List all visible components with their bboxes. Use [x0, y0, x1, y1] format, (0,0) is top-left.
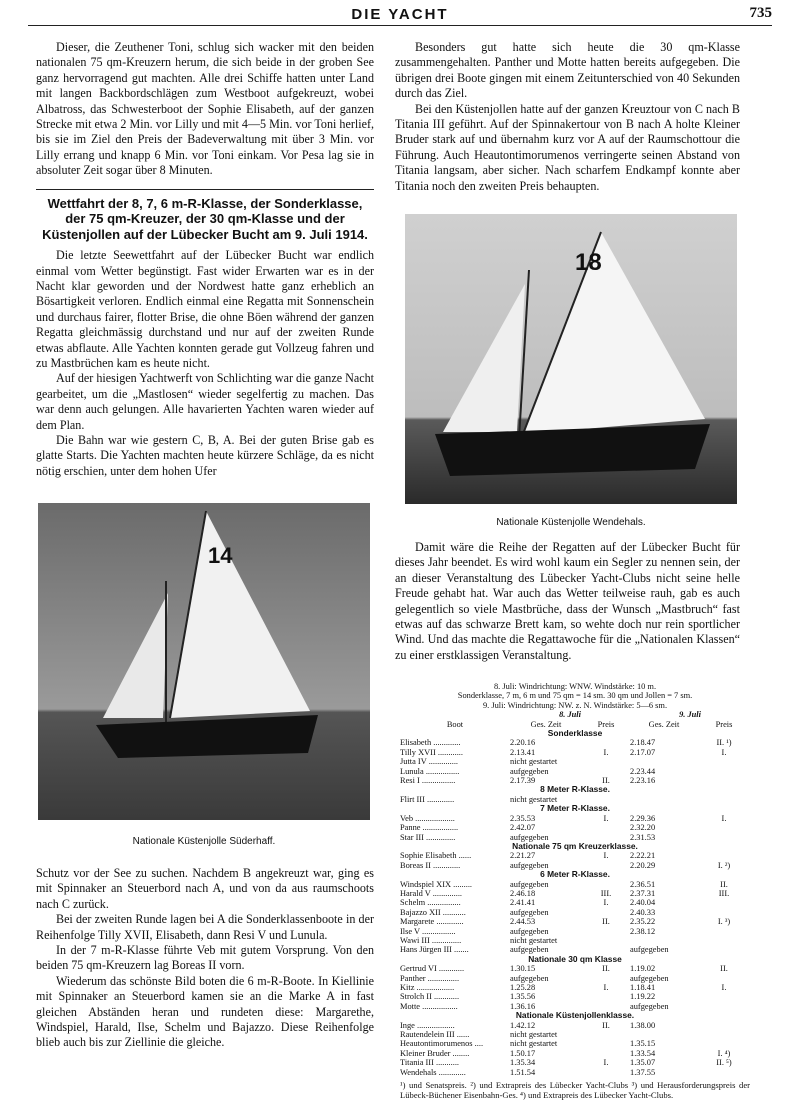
- right-column-top: [395, 40, 740, 194]
- table-cell: I.: [721, 983, 727, 992]
- left-column-bottom: [36, 866, 374, 1051]
- table-cell: Windspiel XIX .........: [400, 879, 473, 889]
- table-cell: [630, 936, 698, 945]
- table-cell: [582, 1049, 630, 1058]
- table-cell: 2.17.07: [630, 747, 656, 757]
- table-cell: 1.35.07: [630, 1058, 656, 1068]
- table-cell: [698, 833, 750, 842]
- table-cell: 1.30.15: [510, 964, 536, 974]
- table-cell: [698, 1068, 750, 1077]
- table-cell: Motte .................: [400, 1001, 458, 1011]
- table-cell: I. ³): [717, 917, 731, 927]
- table-cell: II.: [602, 917, 610, 927]
- table-cell: [630, 795, 698, 804]
- table-row: [400, 974, 750, 983]
- table-cell: Panne .................: [400, 823, 459, 833]
- table-cell: [698, 992, 750, 1001]
- table-cell: I.: [603, 898, 609, 908]
- table-cell: [698, 1002, 750, 1011]
- table-cell: [582, 974, 630, 983]
- footnotes: ¹) und Senatspreis. ²) und Extrapreis des Lübecker Yacht-Clubs ³) und Herausforderungspreis der Lübeck-Büchener Eisenbahn-Ges. ⁴) und Extrapreis des Lübecker Yacht-Clubs.: [400, 1080, 750, 1100]
- table-cell: 1.50.17: [510, 1048, 536, 1058]
- table-row: [400, 983, 750, 992]
- table-cell: [698, 795, 750, 804]
- table-cell: Star III ..............: [400, 832, 456, 842]
- table-cell: aufgegeben: [630, 973, 669, 983]
- table-cell: 2.35.53: [510, 813, 536, 823]
- table-cell: I.: [603, 813, 609, 823]
- table-cell: Heautontimorumenos ....: [400, 1039, 484, 1049]
- table-row: [400, 767, 750, 776]
- table-cell: Boreas II .............: [400, 860, 461, 870]
- table-cell: 2.40.04: [630, 898, 656, 908]
- article-heading: Wettfahrt der 8, 7, 6 m-R-Klasse, der Sonderklasse, der 75 qm-Kreuzer, der 30 qm-Klasse und der Küstenjollen auf der Lübecker Bucht am 9. Juli 1914.: [36, 189, 374, 243]
- table-cell: [582, 1068, 630, 1077]
- table-cell: [698, 974, 750, 983]
- table-cell: [698, 1039, 750, 1048]
- table-cell: 2.41.41: [510, 898, 536, 908]
- paragraph: Auf der hiesigen Yachtwerft von Schlichting war die ganze Nacht gearbeitet, um die „Mastlosen“ wieder segelfertig zu machen. Das war denn auch gelungen. Alle havarierten Yachten waren wieder auf dem Plan.: [36, 371, 374, 432]
- table-cell: 1.37.55: [630, 1067, 656, 1077]
- table-cell: aufgegeben: [510, 766, 549, 776]
- table-cell: [582, 823, 630, 832]
- table-cell: nicht gestartet: [510, 935, 558, 945]
- table-cell: 1.42.12: [510, 1020, 536, 1030]
- table-cell: Bajazzo XII ...........: [400, 907, 466, 917]
- class-heading-row: Nationale 75 qm Kreuzerklasse.: [512, 840, 638, 851]
- table-cell: I.: [603, 1058, 609, 1068]
- paragraph: Damit wäre die Reihe der Regatten auf der Lübecker Bucht für dieses Jahr beendet. Es wird wohl kaum ein Segler zu nennen sein, der an dieser Veranstaltung des Lübecker Yacht-Clubs nicht seine helle Freude gehabt hat. War auch das Wetter teilweise rauh, gab es auch gelegentlich so viele Mastbrüche, dass der Wunsch „Mastbruch“ fast etwas auf das schwarze Brett kam, so wehte doch nur rein sportlicher Wind. Und das machte die Regattawoche für die „Nationalen Klassen“ zu einer erstklassigen Veranstaltung.: [395, 540, 740, 662]
- table-cell: 1.25.28: [510, 983, 536, 992]
- column-header-row: Boot Ges. Zeit Preis Ges. Zeit Preis: [446, 719, 733, 729]
- table-cell: nicht gestartet: [510, 757, 558, 767]
- table-cell: III.: [600, 888, 612, 898]
- class-heading-row: 8 Meter R-Klasse.: [540, 784, 610, 795]
- table-cell: Jutta IV ..............: [400, 757, 459, 767]
- table-row: [400, 1049, 750, 1058]
- photo-caption: Nationale Küstenjolle Wendehals.: [496, 517, 646, 528]
- table-cell: [698, 936, 750, 945]
- table-row: [400, 908, 750, 917]
- table-row: [400, 936, 750, 945]
- table-row: [400, 927, 750, 936]
- class-heading-row: Nationale 30 qm Klasse: [528, 953, 622, 964]
- paragraph: Die Bahn war wie gestern C, B, A. Bei der guten Brise gab es glatte Starts. Die Yachten machten heute kürzere Schläge, da es nicht nötig erschien, unter dem hohen Ufer: [36, 433, 374, 478]
- class-heading-row: 6 Meter R-Klasse.: [540, 869, 610, 880]
- table-cell: 1.18.41: [630, 983, 656, 992]
- table-row: [400, 1058, 750, 1067]
- paragraph: Die letzte Seewettfahrt auf der Lübecker Bucht war endlich einmal vom Wetter begünstigt. Fast wider Erwarten war es in der Nacht klar geworden und der Nordwest hatte ganz erheblich an Bösartigkeit verloren. Endlich einmal eine Regatta mit Sonnenschein und durchaus fairer, flotter Brise, die ohne Böen während der ganzen Regatta gleichmässig durchstand und nur auf der zweiten Runde etwas abflaute. Alle Yachten konnten gerade gut Vollzeug fahren und zu Mastbrüchen kam es heute nicht.: [36, 248, 374, 370]
- table-cell: 2.46.18: [510, 888, 536, 898]
- sailboat-illustration: [405, 214, 737, 504]
- date-header-row: 8. Juli 9. Juli: [559, 710, 701, 720]
- table-cell: [698, 823, 750, 832]
- table-cell: [698, 1030, 750, 1039]
- table-cell: Kitz ..................: [400, 983, 455, 992]
- table-cell: 2.32.20: [630, 823, 656, 833]
- table-cell: [698, 1021, 750, 1030]
- table-cell: 2.18.47: [630, 738, 656, 748]
- table-row: [400, 992, 750, 1001]
- table-cell: 2.23.16: [630, 776, 656, 786]
- table-cell: 1.35.15: [630, 1039, 656, 1049]
- table-cell: [582, 880, 630, 889]
- table-cell: I.: [721, 813, 727, 823]
- table-cell: I.: [603, 983, 609, 992]
- results-table: [400, 710, 750, 1077]
- paragraph: Schutz vor der See zu suchen. Nachdem B angekreuzt war, ging es mit Spinnaker an Steuerbord nach A, und von da aus raumschoots nach C zurück.: [36, 866, 374, 911]
- table-row: [400, 1068, 750, 1077]
- table-cell: Schelm ................: [400, 898, 461, 908]
- table-cell: Ilse V ................: [400, 926, 456, 936]
- table-cell: nicht gestartet: [510, 1030, 558, 1040]
- paragraph: Besonders gut hatte sich heute die 30 qm-Klasse zusammengehalten. Panther und Motte hatten bereits aufgegeben. Die übrigen drei Boote gingen mit einem Zeitunterschied von 40 Sekunden durch das Ziel.: [395, 40, 740, 101]
- table-cell: 1.19.02: [630, 964, 656, 974]
- table-cell: aufgegeben: [510, 926, 549, 936]
- table-cell: 2.23.44: [630, 766, 656, 776]
- right-column-middle: [395, 540, 740, 663]
- table-cell: [698, 898, 750, 907]
- table-cell: Panther ...............: [400, 973, 460, 983]
- table-cell: Rautendelein III ......: [400, 1030, 470, 1040]
- table-cell: 2.37.31: [630, 888, 656, 898]
- table-cell: [582, 936, 630, 945]
- table-cell: aufgegeben: [510, 907, 549, 917]
- table-cell: nicht gestartet: [510, 794, 558, 804]
- table-cell: [582, 1030, 630, 1039]
- table-cell: 2.20.29: [630, 860, 656, 870]
- table-cell: 1.35.34: [510, 1058, 536, 1068]
- table-cell: 2.20.16: [510, 738, 536, 748]
- paragraph: Wiederum das schönste Bild boten die 6 m-R-Boote. In Kiellinie mit Spinnaker an Steuerbord kamen sie an die Marke A in fast gleichen Abständen heran und rundeten diese: Margarethe, Windspiel, Harald, Ilse, Schelm und Bajazzo. Diese Reihenfolge blieb auch bis zur Ziellinie die gleiche.: [36, 973, 374, 1050]
- table-cell: 2.21.27: [510, 851, 536, 861]
- table-cell: 2.35.22: [630, 917, 656, 927]
- table-cell: Hans Jürgen III .......: [400, 945, 469, 955]
- table-cell: [582, 767, 630, 776]
- table-cell: Wendehals .............: [400, 1067, 466, 1077]
- table-cell: aufgegeben: [510, 879, 549, 889]
- table-cell: Flirt III .............: [400, 794, 455, 804]
- journal-title: DIE YACHT: [351, 6, 449, 23]
- table-cell: III.: [718, 888, 730, 898]
- table-cell: Strolch II ............: [400, 992, 460, 1002]
- table-cell: Resi I ................: [400, 776, 456, 786]
- table-row: [400, 964, 750, 973]
- table-cell: 2.17.39: [510, 776, 536, 786]
- table-cell: Inge ..................: [400, 1020, 455, 1030]
- table-cell: Gertrud VI ............: [400, 964, 465, 974]
- class-heading-row: Sonderklasse: [547, 728, 603, 739]
- table-cell: I.: [603, 851, 609, 861]
- table-cell: II.: [602, 964, 610, 974]
- photo-wendehals: [405, 214, 737, 504]
- table-cell: aufgegeben: [630, 945, 669, 955]
- table-cell: [698, 776, 750, 785]
- photo-suderhaff: [38, 503, 370, 820]
- table-cell: 2.42.07: [510, 823, 536, 833]
- sailboat-illustration: [38, 503, 370, 820]
- table-cell: II. ¹): [716, 738, 732, 748]
- paragraph: Bei den Küstenjollen hatte auf der ganzen Kreuztour von C nach B Titania III geführt. Auf der Spinnakertour von B nach A holte Kleiner Bruder stark auf und übernahm kurz vor A auf der Raumschottour die Führung. Auch Heautontimorumenos verringerte seinen Abstand von Titania langsam, aber sicher. Nach scharfem Endkampf konnte aber Titania noch den zweiten Preis behaupten.: [395, 101, 740, 193]
- table-row: [400, 889, 750, 898]
- table-cell: Lunula ................: [400, 766, 460, 776]
- table-cell: 1.19.22: [630, 992, 656, 1002]
- table-row: [400, 823, 750, 832]
- table-cell: 2.22.21: [630, 851, 656, 861]
- class-heading-row: 7 Meter R-Klasse.: [540, 803, 610, 814]
- table-cell: [582, 927, 630, 936]
- sail-number: 14: [208, 543, 233, 568]
- table-cell: 2.40.33: [630, 907, 656, 917]
- table-cell: 2.38.12: [630, 926, 656, 936]
- table-cell: [582, 757, 630, 766]
- table-cell: Titania III ...........: [400, 1058, 460, 1068]
- table-row: [400, 748, 750, 757]
- table-cell: Tilly XVII ............: [400, 747, 463, 757]
- table-cell: [582, 738, 630, 747]
- paragraph: Bei der zweiten Runde lagen bei A die Sonderklassenboote in der Reihenfolge Tilly XVII, Elisabeth, dann Resi V und Lunula.: [36, 912, 374, 942]
- table-cell: I. ⁴): [717, 1048, 731, 1058]
- left-column: [36, 40, 374, 479]
- table-cell: II.: [602, 1020, 610, 1030]
- wind-info: 8. Juli: Windrichtung: WNW. Windstärke: 10 m. Sonderklasse, 7 m, 6 m und 75 qm = 14 sm. 30 qm und Jollen = 7 sm. 9. Juli: Windrichtung: NW. z. N. Windstärke: 5—6 sm.: [457, 682, 693, 710]
- table-row: [400, 917, 750, 926]
- table-cell: [698, 767, 750, 776]
- table-cell: I. ²): [717, 860, 731, 870]
- photo-caption: Nationale Küstenjolle Süderhaff.: [132, 836, 276, 847]
- table-cell: II. ⁵): [716, 1058, 732, 1068]
- table-cell: I.: [721, 747, 727, 757]
- table-cell: [698, 851, 750, 860]
- class-heading-row: Nationale Küstenjollenklasse.: [515, 1010, 635, 1021]
- table-cell: 2.13.41: [510, 747, 536, 757]
- table-cell: 1.36.16: [510, 1001, 536, 1011]
- table-cell: nicht gestartet: [510, 1039, 558, 1049]
- table-cell: [698, 927, 750, 936]
- table-cell: aufgegeben: [510, 832, 549, 842]
- table-row: [400, 1039, 750, 1048]
- table-row: [400, 851, 750, 860]
- table-cell: 1.51.54: [510, 1067, 536, 1077]
- table-cell: [630, 1030, 698, 1039]
- table-cell: 2.44.53: [510, 917, 536, 927]
- table-cell: [630, 757, 698, 766]
- table-cell: [698, 945, 750, 954]
- table-cell: 2.29.36: [630, 813, 656, 823]
- table-cell: Margarete .............: [400, 917, 464, 927]
- table-cell: aufgegeben: [510, 973, 549, 983]
- table-cell: 1.33.54: [630, 1048, 656, 1058]
- table-row: [400, 757, 750, 766]
- table-cell: [698, 908, 750, 917]
- table-cell: Harald V ..............: [400, 888, 463, 898]
- table-cell: Veb ...................: [400, 813, 455, 823]
- table-cell: 2.36.51: [630, 879, 656, 889]
- table-cell: [582, 908, 630, 917]
- results-table-block: [400, 682, 750, 1100]
- table-cell: aufgegeben: [630, 1001, 669, 1011]
- table-cell: 2.31.53: [630, 832, 656, 842]
- page-number: 735: [749, 5, 772, 21]
- table-cell: aufgegeben: [510, 860, 549, 870]
- table-cell: II.: [720, 879, 728, 889]
- table-cell: Kleiner Bruder ........: [400, 1048, 470, 1058]
- table-row: [400, 738, 750, 747]
- table-cell: I.: [603, 747, 609, 757]
- table-cell: Wawi III ..............: [400, 935, 462, 945]
- table-row: [400, 1030, 750, 1039]
- table-cell: 1.35.56: [510, 992, 536, 1002]
- table-cell: [582, 992, 630, 1001]
- table-cell: [582, 1039, 630, 1048]
- table-cell: Sophie Elisabeth ......: [400, 851, 472, 861]
- table-cell: [698, 757, 750, 766]
- table-cell: 1.38.00: [630, 1020, 656, 1030]
- table-row: [400, 880, 750, 889]
- table-cell: aufgegeben: [510, 945, 549, 955]
- table-cell: II.: [602, 776, 610, 786]
- table-row: [400, 814, 750, 823]
- table-row: [400, 898, 750, 907]
- table-cell: Elisabeth .............: [400, 738, 461, 748]
- table-cell: II.: [720, 964, 728, 974]
- page-header: [28, 4, 772, 26]
- table-row: [400, 1021, 750, 1030]
- sail-number: 18: [575, 249, 602, 276]
- paragraph: Dieser, die Zeuthener Toni, schlug sich wacker mit den beiden nationalen 75 qm-Kreuzern herum, die sich beide in der groben See ganz hervorragend gut machten. Alle drei Schiffe hatten unter Land mit langen Backbordschlägen zum Westboot aufgekreuzt, wobei Albatross, das Schwesterboot der Sophie Elisabeth, auf der ganzen Strecke mit etwa 2 Min. vor Lilly und mit 4—5 Min. vor Toni herlief, bis sie im Ziel den Preis der Badeverwaltung mit über 3 Min. vor Lilly errang und knapp 6 Min. vor Toni einkam. Vor Pesa lag sie in absoluter Zeit sogar über 8 Minuten.: [36, 40, 374, 178]
- paragraph: In der 7 m-R-Klasse führte Veb mit gutem Vorsprung. Von den beiden 75 qm-Kreuzern lag Boreas II vorn.: [36, 943, 374, 973]
